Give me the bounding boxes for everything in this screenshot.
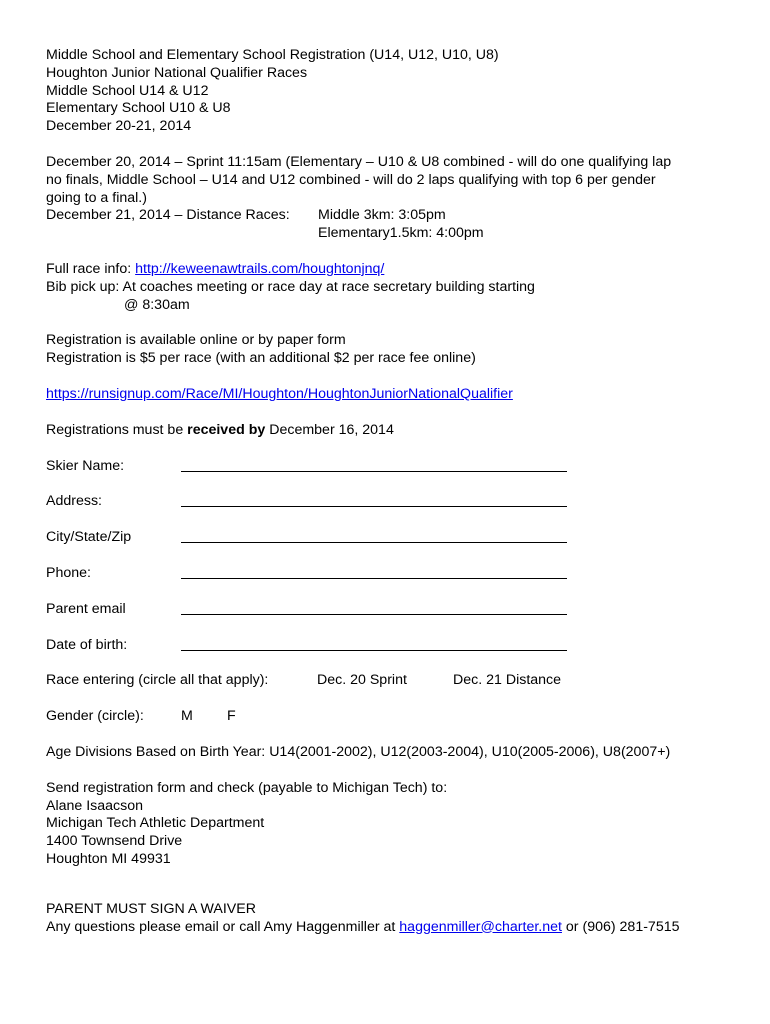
mailing-block xyxy=(46,780,746,869)
mailing-city: Houghton MI 49931 xyxy=(46,850,171,867)
deadline-bold: received by xyxy=(187,421,266,438)
footer-block xyxy=(46,901,746,937)
waiver-notice: PARENT MUST SIGN A WAIVER xyxy=(46,900,256,917)
mailing-org: Michigan Tech Athletic Department xyxy=(46,815,265,832)
info-block xyxy=(46,261,746,314)
sprint-line-1: December 20, 2014 – Sprint 11:15am (Elementary – U10 & U8 combined - will do one qualifying lap xyxy=(46,153,672,170)
field-label: Skier Name: xyxy=(46,457,125,474)
mailing-name: Alane Isaacson xyxy=(46,797,144,814)
parent-email-blank[interactable] xyxy=(181,614,567,615)
registration-link[interactable]: https://runsignup.com/Race/MI/Houghton/HoughtonJuniorNationalQualifier xyxy=(46,385,513,402)
field-parent-email xyxy=(46,601,746,619)
field-date-of-birth xyxy=(46,637,746,655)
address-blank[interactable] xyxy=(181,506,567,507)
mailing-intro: Send registration form and check (payable to Michigan Tech) to: xyxy=(46,779,448,796)
distance-label: December 21, 2014 – Distance Races: xyxy=(46,207,290,224)
deadline-pre: Registrations must be xyxy=(46,421,184,438)
date-of-birth-blank[interactable] xyxy=(181,650,567,651)
questions-pre: Any questions please email or call Amy Haggenmiller at xyxy=(46,918,396,935)
distance-middle: Middle 3km: 3:05pm xyxy=(318,207,446,224)
middle-school-divisions: Middle School U14 & U12 xyxy=(46,82,209,99)
gender-label: Gender (circle): xyxy=(46,708,144,725)
sprint-line-2: no finals, Middle School – U14 and U12 combined - will do 2 laps qualifying with top 6 per gender xyxy=(46,171,656,188)
field-phone xyxy=(46,565,746,583)
questions-line xyxy=(46,919,746,937)
phone-blank[interactable] xyxy=(181,578,567,579)
field-address xyxy=(46,493,746,511)
registration-availability: Registration is available online or by paper form xyxy=(46,332,346,349)
field-label: City/State/Zip xyxy=(46,529,132,546)
event-dates: December 20-21, 2014 xyxy=(46,118,192,135)
race-option-sprint[interactable]: Dec. 20 Sprint xyxy=(317,672,407,689)
sprint-line-3: going to a final.) xyxy=(46,189,147,206)
bib-text-2: @ 8:30am xyxy=(124,296,190,313)
distance-row-2 xyxy=(46,225,746,243)
registration-fee: Registration is $5 per race (with an additional $2 per race fee online) xyxy=(46,350,476,367)
elementary-divisions: Elementary School U10 & U8 xyxy=(46,100,231,117)
city-state-zip-blank[interactable] xyxy=(181,542,567,543)
race-entry-row xyxy=(46,672,746,690)
field-skier-name xyxy=(46,458,746,476)
questions-phone: or (906) 281-7515 xyxy=(565,918,680,935)
contact-email-link[interactable]: haggenmiller@charter.net xyxy=(399,918,562,935)
skier-name-blank[interactable] xyxy=(181,471,567,472)
field-label: Parent email xyxy=(46,600,126,617)
bib-label: Bib pick up: xyxy=(46,278,120,295)
field-label: Address: xyxy=(46,493,102,510)
mailing-street: 1400 Townsend Drive xyxy=(46,833,183,850)
event-name: Houghton Junior National Qualifier Races xyxy=(46,64,308,81)
full-race-info xyxy=(46,261,746,279)
header-block xyxy=(46,47,746,136)
form-title: Middle School and Elementary School Registration (U14, U12, U10, U8) xyxy=(46,47,499,63)
distance-elementary: Elementary1.5km: 4:00pm xyxy=(318,225,484,242)
bib-text-1: At coaches meeting or race day at race secretary building starting xyxy=(122,278,535,295)
registration-block xyxy=(46,332,746,439)
full-race-label: Full race info: xyxy=(46,260,132,277)
deadline-date: December 16, 2014 xyxy=(269,421,394,438)
field-label: Date of birth: xyxy=(46,636,128,653)
age-divisions: Age Divisions Based on Birth Year: U14(2001-2002), U12(2003-2004), U10(2005-2006), U8(2007+) xyxy=(46,743,671,760)
schedule-block xyxy=(46,154,746,243)
gender-option-f[interactable]: F xyxy=(227,708,236,725)
field-city-state-zip xyxy=(46,529,746,547)
bib-pickup xyxy=(46,279,746,297)
entry-fields xyxy=(46,458,746,655)
gender-row xyxy=(46,708,746,726)
registration-form xyxy=(46,47,746,936)
race-option-distance[interactable]: Dec. 21 Distance xyxy=(453,672,562,689)
race-info-link[interactable]: http://keweenawtrails.com/houghtonjnq/ xyxy=(135,260,385,277)
gender-option-m[interactable]: M xyxy=(181,708,193,725)
race-entry-label: Race entering (circle all that apply): xyxy=(46,672,269,689)
registration-deadline xyxy=(46,422,746,440)
distance-row xyxy=(46,207,746,225)
field-label: Phone: xyxy=(46,564,91,581)
